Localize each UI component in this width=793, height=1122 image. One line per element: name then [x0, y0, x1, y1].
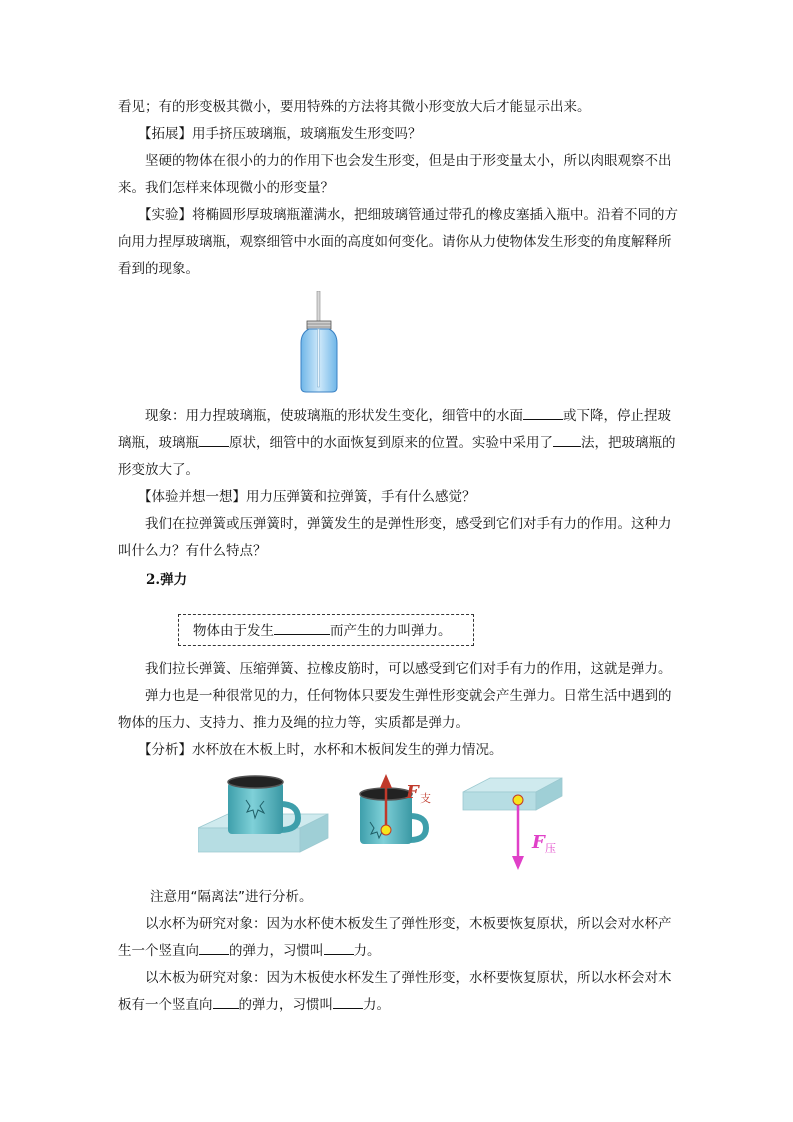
cup-board-force-diagram: [198, 772, 570, 874]
definition-box: 物体由于发生 而产生的力叫弹力。: [178, 614, 474, 646]
support-point: [381, 825, 391, 835]
blank-restore[interactable]: [199, 432, 229, 447]
support-force-label: F: [406, 782, 419, 803]
cups-figure: [118, 772, 678, 878]
blank-method[interactable]: [553, 432, 581, 447]
paragraph-9: 弹力也是一种很常见的力，任何物体只要发生弹性形变就会产生弹力。日常生活中遇到的物体的压力、支持力、推力及绳的拉力等，实质都是弹力。: [118, 688, 672, 731]
board-pressure-force: [463, 778, 562, 870]
blank-definition[interactable]: [274, 620, 330, 635]
paragraph-phenomenon: 现象：用力捏玻璃瓶，使玻璃瓶的形状发生变化，细管中的水面 或下降，停止捏玻璃瓶，玻璃瓶 原状，细管中的水面恢复到原来的位置。实验中采用了 法，把玻璃瓶的形变放大了。: [118, 403, 678, 484]
paragraph-8: 我们拉长弹簧、压缩弹簧、拉橡皮筋时，可以感受到它们对手有力的作用，这就是弹力。: [145, 661, 672, 677]
paragraph-extension: 【拓展】用手挤压玻璃瓶，玻璃瓶发生形变吗？: [138, 126, 422, 142]
blank-board-direction[interactable]: [213, 994, 239, 1009]
paragraph-analysis: 【分析】水杯放在木板上时，水杯和木板间发生的弹力情况。: [138, 742, 503, 758]
pressure-force-label: F: [532, 832, 545, 853]
cup-on-board: [198, 776, 328, 852]
paragraph-cup-analysis: 以水杯为研究对象：因为水杯使木板发生了弹性形变，木板要恢复原状，所以会对水杯产生一个竖直向 的弹力，习惯叫 力。: [118, 916, 672, 959]
paragraph-experience: 【体验并想一想】用力压弹簧和拉弹簧，手有什么感觉？: [138, 489, 476, 505]
paragraph-experiment: 【实验】将椭圆形厚玻璃瓶灌满水，把细玻璃管通过带孔的橡皮塞插入瓶中。沿着不同的方向用力捏厚玻璃瓶，观察细管中水面的高度如何变化。请你从力使物体发生形变的角度解释所看到的现象。: [118, 207, 678, 277]
blank-board-force-name[interactable]: [333, 994, 363, 1009]
pressure-point: [513, 795, 523, 805]
blank-cup-direction[interactable]: [199, 940, 229, 955]
blank-rise[interactable]: [523, 405, 563, 420]
support-force-subscript: 支: [420, 792, 431, 805]
section-heading: 2.弹力: [146, 572, 188, 588]
bottle-figure: [118, 291, 678, 399]
blank-cup-force-name[interactable]: [324, 940, 354, 955]
cup-support-force: [360, 774, 431, 844]
pressure-force-subscript: 压: [545, 842, 556, 855]
document-page: [118, 94, 678, 1019]
paragraph-7: 我们在拉弹簧或压弹簧时，弹簧发生的是弹性形变，感受到它们对手有力的作用。这种力叫什么力？有什么特点？: [118, 516, 672, 559]
paragraph-note: 注意用“隔离法”进行分析。: [150, 889, 313, 905]
paragraph-board-analysis: 以木板为研究对象：因为木板使水杯发生了弹性形变，水杯要恢复原状，所以水杯会对木板有一个竖直向 的弹力，习惯叫 力。: [118, 970, 672, 1013]
paragraph-1: 看见；有的形变极其微小，要用特殊的方法将其微小形变放大后才能显示出来。: [118, 99, 591, 115]
paragraph-3: 坚硬的物体在很小的力的作用下也会发生形变，但是由于形变量太小，所以肉眼观察不出来。我们怎样来体现微小的形变量？: [118, 153, 672, 196]
glass-bottle-image: [296, 291, 366, 395]
